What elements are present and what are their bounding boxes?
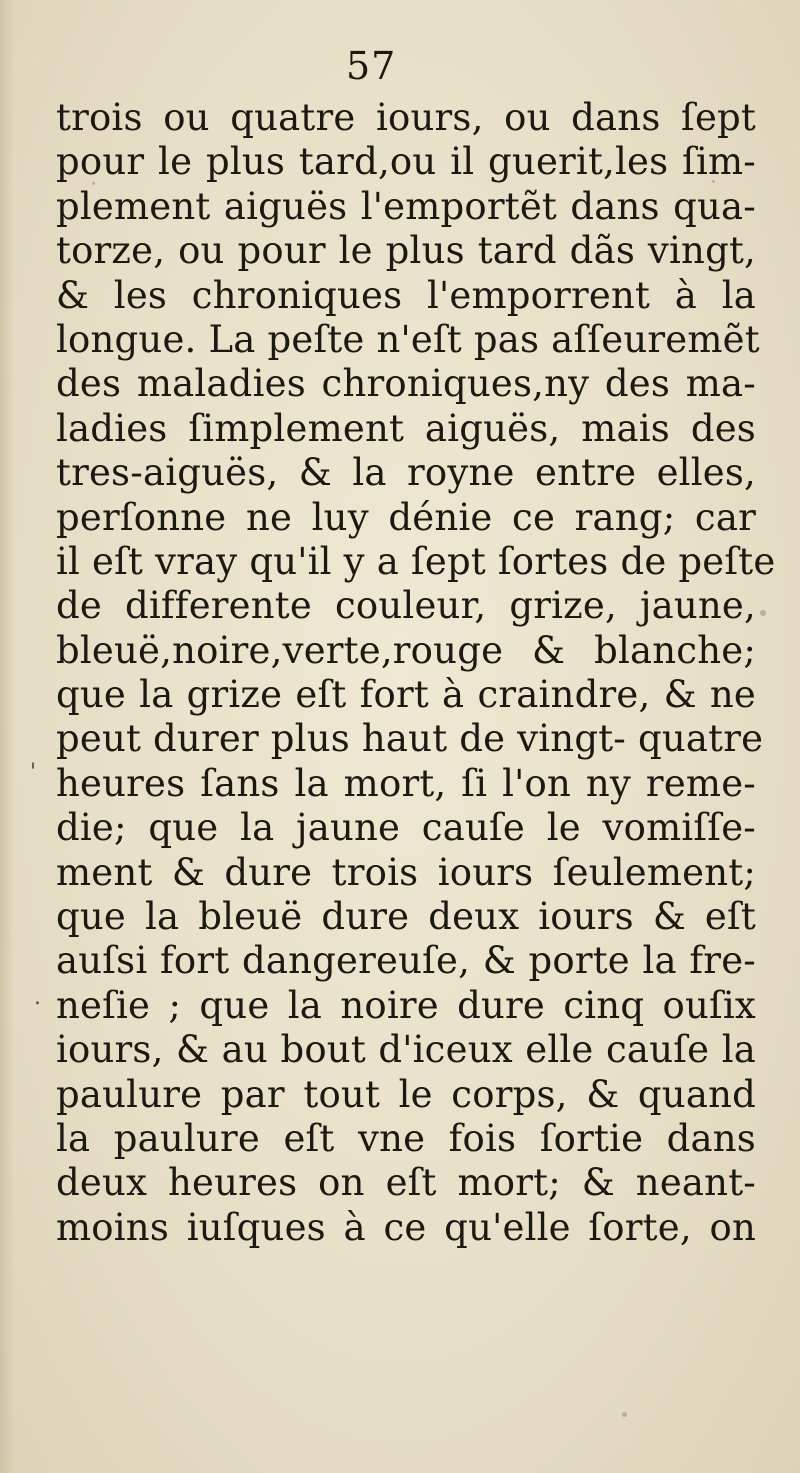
ink-speck [760,610,766,616]
text-line: il eſt vray qu'il y a ſept ſortes de peſte [56,539,776,583]
ink-speck [712,180,715,183]
text-line: bleuë,noire,verte,rouge & blanche; [56,628,756,672]
text-line: ment & dure trois iours ſeulement; [56,850,756,894]
text-line: moins iuſques à ce qu'elle ſorte, on [56,1205,756,1249]
text-line: auſsi fort dangereuſe, & porte la fre- [56,939,756,983]
text-line: ladies ſimplement aiguës, mais des [56,406,756,450]
text-line: perſonne ne luy dénie ce rang; car [56,495,756,539]
text-line: torze, ou pour le plus tard dãs vingt, [56,229,756,273]
margin-mark: . [34,985,41,1010]
text-line: deux heures on eſt mort; & neant- [56,1161,756,1205]
text-line: die; que la jaune cauſe le vomiſſe- [56,806,756,850]
text-line: des maladies chroniques,ny des ma- [56,362,756,406]
text-line: paulure par tout le corps, & quand [56,1072,756,1116]
text-line: tres-aiguës, & la royne entre elles, [56,451,756,495]
body-text [56,96,776,1250]
text-line: neſie ; que la noire dure cinq ouſix [56,983,756,1027]
text-line: que la grize eſt fort à craindre, & ne [56,673,756,717]
page-edge-shadow [0,0,14,1473]
ink-speck [622,1412,627,1417]
margin-mark: ' [30,760,37,785]
text-line: pour le plus tard,ou il guerit,les ſim- [56,140,756,184]
text-line: que la bleuë dure deux iours & eſt [56,895,756,939]
text-line: plement aiguës l'emportẽt dans qua- [56,184,756,228]
text-line: trois ou quatre iours, ou dans ſept [56,96,756,139]
ink-speck [92,182,95,185]
text-line: heures ſans la mort, ſi l'on ny reme- [56,761,756,805]
text-line: peut durer plus haut de vingt- quatre [56,717,764,761]
text-line: longue. La peſte n'eſt pas aſſeuremẽt [56,317,760,361]
text-line: & les chroniques l'emporrent à la [56,273,756,317]
text-line: de differente couleur, grize, jaune, [56,584,756,628]
page-number: 57 [346,44,397,88]
text-line: iours, & au bout d'iceux elle cauſe la [56,1028,756,1072]
text-line: la paulure eſt vne fois ſortie dans [56,1116,756,1160]
